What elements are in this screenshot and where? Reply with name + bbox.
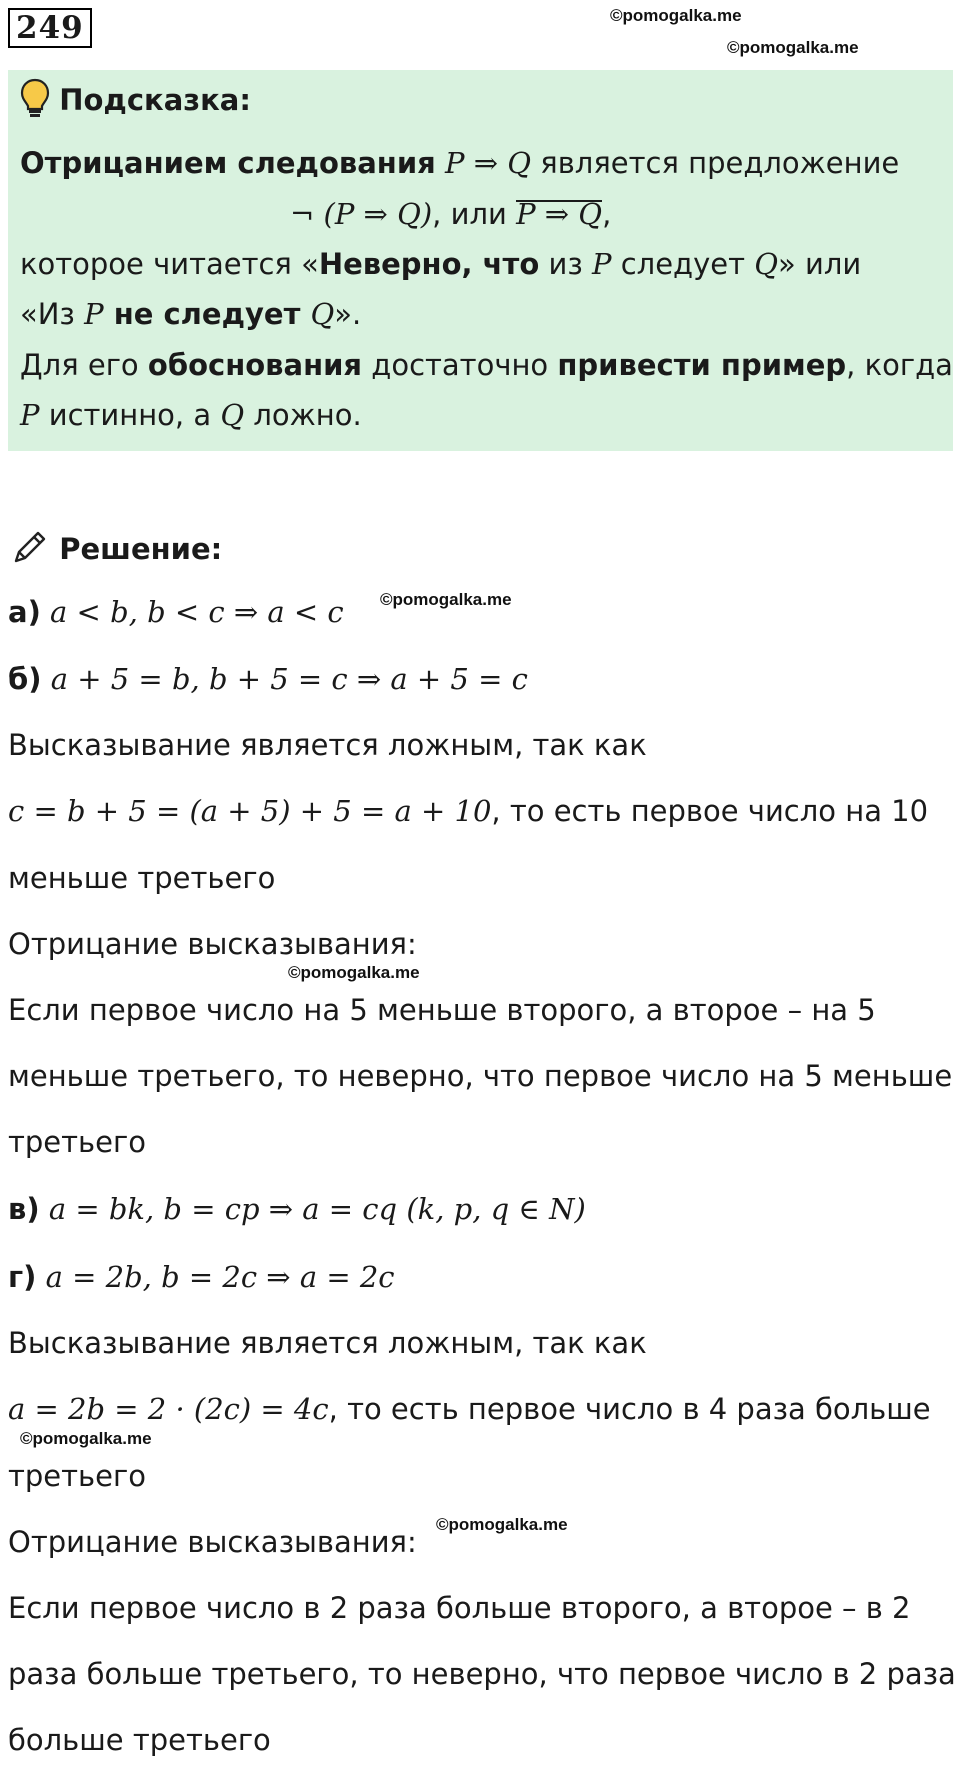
part-g xyxy=(8,1259,395,1295)
solution-text: Отрицание высказывания: xyxy=(8,1525,417,1559)
solution-header xyxy=(10,527,222,567)
math-expr: a = 2b, b = 2c ⇒ a = 2c xyxy=(45,1260,395,1294)
solution-text: Если первое число на 5 меньше второго, а второе – на 5 xyxy=(8,993,876,1027)
math-expr: a = bk, b = cp ⇒ a = cq (k, p, q ∈ N) xyxy=(48,1192,586,1226)
hint-text: которое читается « xyxy=(20,247,319,281)
hint-text: ». xyxy=(334,297,362,331)
math-var: Q xyxy=(310,297,335,331)
hint-bold-term: не следует xyxy=(103,297,311,331)
hint-text: достаточно xyxy=(362,348,558,382)
hint-line-6 xyxy=(20,397,362,433)
hint-line-5 xyxy=(20,347,953,383)
watermark: ©pomogalka.me xyxy=(380,590,512,609)
math-expr: P ⇒ Q xyxy=(445,146,532,180)
part-label: г) xyxy=(8,1260,37,1294)
solution-text: Если первое число в 2 раза больше второго, а второе – в 2 xyxy=(8,1591,911,1625)
watermark: ©pomogalka.me xyxy=(727,38,859,57)
hint-bold-term: привести пример xyxy=(557,348,847,382)
solution-text: , то есть первое число на 10 xyxy=(491,794,929,828)
hint-text: , или xyxy=(432,197,507,231)
watermark: ©pomogalka.me xyxy=(20,1429,152,1448)
solution-text: больше третьего xyxy=(8,1723,271,1757)
hint-text: » или xyxy=(778,247,862,281)
hint-header xyxy=(20,78,251,118)
hint-text: «Из xyxy=(20,297,85,331)
hint-title: Подсказка: xyxy=(59,83,251,117)
hint-text: истинно, а xyxy=(39,398,221,432)
solution-text: третьего xyxy=(8,1125,146,1159)
hint-text: , когда xyxy=(846,348,953,382)
part-v xyxy=(8,1191,586,1227)
hint-bold-term: обоснования xyxy=(147,348,363,382)
watermark: ©pomogalka.me xyxy=(436,1515,568,1534)
pencil-icon xyxy=(10,527,50,567)
math-var: P xyxy=(592,247,612,281)
solution-text: третьего xyxy=(8,1459,146,1493)
solution-text: Отрицание высказывания: xyxy=(8,927,417,961)
solution-text: , то есть первое число в 4 раза больше xyxy=(328,1392,931,1426)
math-expr: a = 2b = 2 · (2c) = 4c xyxy=(8,1392,329,1426)
problem-number: 249 xyxy=(8,8,92,48)
part-b xyxy=(8,661,528,697)
math-overline-expr: P ⇒ Q xyxy=(516,197,603,231)
watermark: ©pomogalka.me xyxy=(610,6,742,25)
math-var: Q xyxy=(754,247,779,281)
solution-title: Решение: xyxy=(59,532,223,566)
hint-text: ложно. xyxy=(244,398,362,432)
part-a xyxy=(8,594,344,630)
part-label: в) xyxy=(8,1192,40,1226)
solution-text: меньше третьего, то неверно, что первое число на 5 меньше xyxy=(8,1059,953,1093)
math-expr: ¬ (P ⇒ Q) xyxy=(290,197,433,231)
hint-text: Для его xyxy=(20,348,148,382)
hint-line-1 xyxy=(20,145,899,181)
hint-box xyxy=(8,70,953,451)
hint-bold-term: Отрицанием следования xyxy=(20,146,436,180)
hint-line-3 xyxy=(20,246,861,282)
math-expr: a < b, b < c ⇒ a < c xyxy=(50,595,344,629)
hint-bold-term: Неверно, что xyxy=(318,247,540,281)
math-expr: a + 5 = b, b + 5 = c ⇒ a + 5 = c xyxy=(50,662,528,696)
math-expr: c = b + 5 = (a + 5) + 5 = a + 10 xyxy=(8,794,492,828)
solution-text xyxy=(8,793,928,829)
solution-text: раза больше третьего, то неверно, что первое число в 2 раза xyxy=(8,1657,956,1691)
hint-text: , xyxy=(602,197,612,231)
solution-text: Высказывание является ложным, так как xyxy=(8,728,647,762)
hint-line-2 xyxy=(290,196,611,232)
watermark: ©pomogalka.me xyxy=(288,963,420,982)
math-var: Q xyxy=(220,398,245,432)
part-label: а) xyxy=(8,595,41,629)
hint-text: из xyxy=(539,247,592,281)
solution-text xyxy=(8,1391,931,1427)
math-var: P xyxy=(84,297,104,331)
hint-text: является предложение xyxy=(540,146,900,180)
hint-text: следует xyxy=(611,247,755,281)
math-var: P xyxy=(20,398,40,432)
solution-text: меньше третьего xyxy=(8,861,276,895)
solution-text: Высказывание является ложным, так как xyxy=(8,1326,647,1360)
hint-line-4 xyxy=(20,296,361,332)
lightbulb-icon xyxy=(20,78,50,118)
part-label: б) xyxy=(8,662,42,696)
